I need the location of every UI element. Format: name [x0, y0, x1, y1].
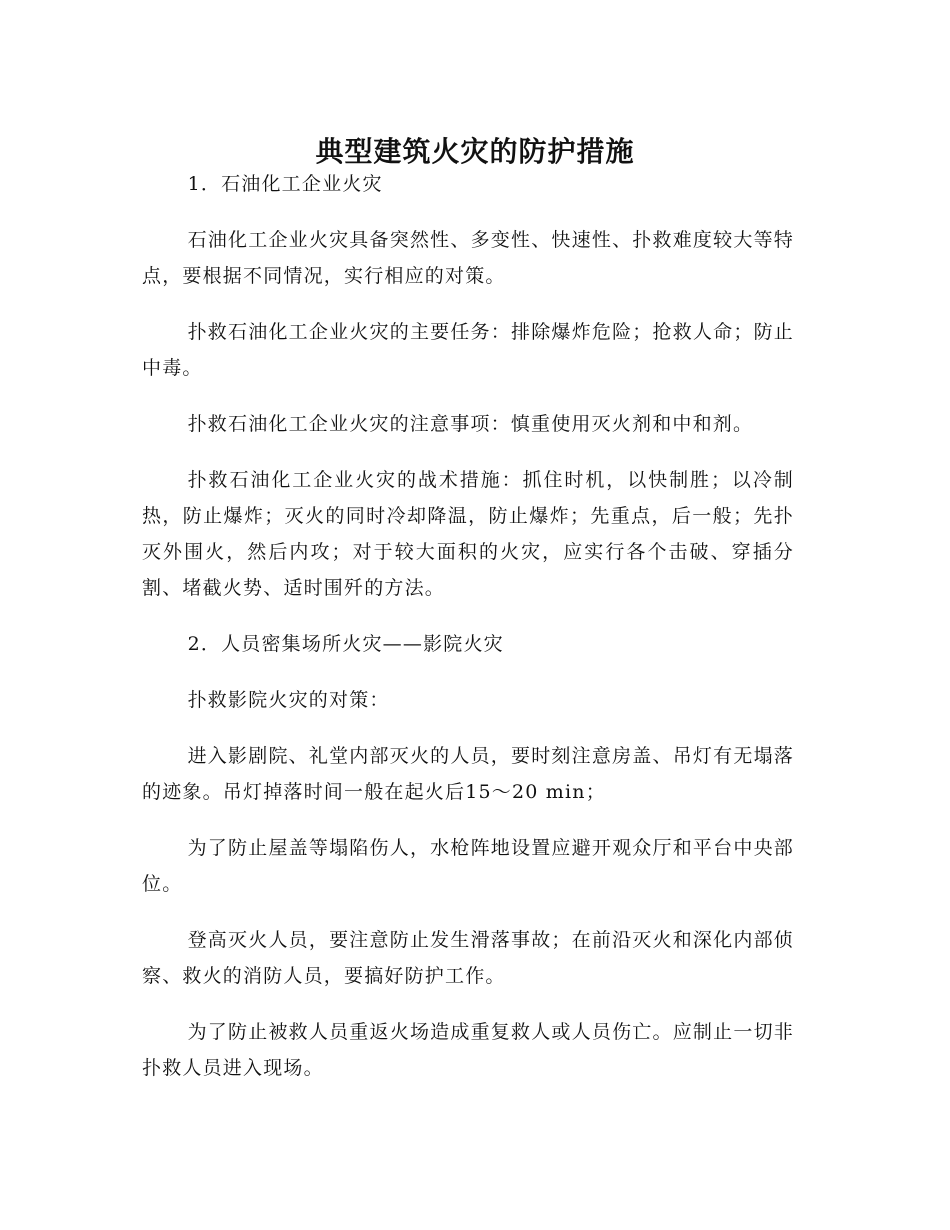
paragraph: 扑救石油化工企业火灾的注意事项：慎重使用灭火剂和中和剂。 [187, 413, 754, 435]
section-heading-1: 1．石油化工企业火灾 [187, 173, 383, 195]
paragraph: 为了防止屋盖等塌陷伤人，水枪阵地设置应避开观众厅和平台中央部位。 [142, 837, 794, 895]
paragraph: 石油化工企业火灾具备突然性、多变性、快速性、扑救难度较大等特点，要根据不同情况，实行相应的对策。 [142, 229, 794, 287]
section-heading-2: 2．人员密集场所火灾——影院火灾 [187, 633, 504, 655]
document-body [142, 166, 794, 1106]
paragraph: 扑救石油化工企业火灾的主要任务：排除爆炸危险；抢救人命；防止中毒。 [142, 321, 794, 379]
paragraph: 登高灭火人员，要注意防止发生滑落事故；在前沿灭火和深化内部侦察、救火的消防人员，要搞好防护工作。 [142, 929, 794, 987]
paragraph: 进入影剧院、礼堂内部灭火的人员，要时刻注意房盖、吊灯有无塌落的迹象。吊灯掉落时间一般在起火后15～20 min； [142, 745, 794, 803]
paragraph: 扑救影院火灾的对策： [187, 689, 390, 711]
document-title: 典型建筑火灾的防护措施 [315, 134, 635, 168]
paragraph: 扑救石油化工企业火灾的战术措施：抓住时机，以快制胜；以冷制热，防止爆炸；灭火的同时冷却降温，防止爆炸；先重点，后一般；先扑灭外围火，然后内攻；对于较大面积的火灾，应实行各个击破、穿插分割、堵截火势、适时围歼的方法。 [142, 469, 794, 599]
paragraph: 为了防止被救人员重返火场造成重复救人或人员伤亡。应制止一切非扑救人员进入现场。 [142, 1021, 794, 1079]
